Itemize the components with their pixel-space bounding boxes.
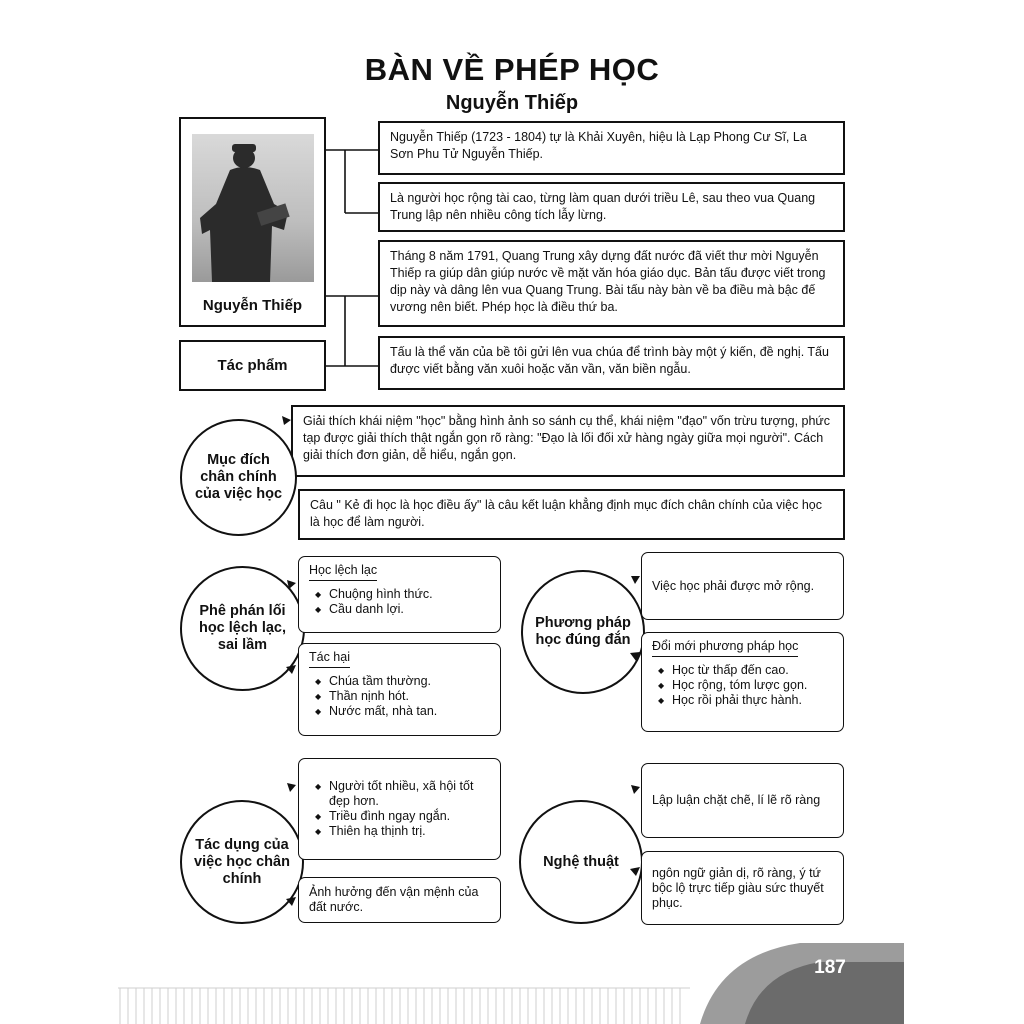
work-label: Tác phẩm — [217, 357, 288, 374]
list-item: ◆ Học rồi phải thực hành. — [672, 693, 833, 708]
method-reform-heading: Đổi mới phương pháp học — [652, 639, 798, 657]
method-expand-text: Việc học phải được mở rộng. — [652, 578, 815, 593]
list-item: ◆ Cầu danh lợi. — [329, 602, 490, 617]
author-info-box-4: Tấu là thể văn của bề tôi gửi lên vua chúa để trình bày một ý kiến, đề nghị. Tấu được viết bằng văn xuôi hoặc văn vần, văn biền ngẫu. — [378, 336, 845, 390]
purpose-box-1: Giải thích khái niệm "học" bằng hình ảnh so sánh cụ thể, khái niệm "đạo" vốn trừu tượng, phức tạp được giải thích thật ngắn gọn rõ ràng: "Đạo là lối đối xử hàng ngày giữa mọi người". Cách giải thích đơn giản, dễ hiểu, ngắn gọn. — [291, 405, 845, 477]
art-language-text: ngôn ngữ giản dị, rõ ràng, ý tứ bộc lộ trực tiếp giàu sức thuyết phục. — [652, 865, 824, 910]
author-name: Nguyễn Thiếp — [202, 297, 303, 314]
effect-label: Tác dụng của việc học chân chính — [194, 836, 290, 887]
art-label: Nghệ thuật — [543, 853, 619, 870]
author-info-box-2: Là người học rộng tài cao, từng làm quan dưới triều Lê, sau theo vua Quang Trung lập nên nhiều công tích lẫy lừng. — [378, 182, 845, 232]
list-item: ◆ Thiên hạ thịnh trị. — [329, 824, 490, 839]
list-item: ◆ Triều đình ngay ngắn. — [329, 809, 490, 824]
author-info-box-1: Nguyễn Thiếp (1723 - 1804) tự là Khải Xuyên, hiệu là Lạp Phong Cư Sĩ, La Sơn Phu Tử Nguyễn Thiếp. — [378, 121, 845, 175]
author-subtitle: Nguyễn Thiếp — [445, 92, 579, 114]
list-item: ◆ Chuộng hình thức. — [329, 587, 490, 602]
harm-heading: Tác hại — [309, 650, 350, 668]
list-item: ◆ Chúa tầm thường. — [329, 674, 490, 689]
list-item: ◆ Người tốt nhiều, xã hội tốt đẹp hơn. — [329, 779, 490, 809]
purpose-box-2: Câu " Kẻ đi học là học điều ấy" là câu kết luận khẳng định mục đích chân chính của việc học là học để làm người. — [298, 489, 845, 540]
criticism-label: Phê phán lối học lệch lạc, sai lầm — [198, 603, 287, 653]
purpose-label: Mục đích chân chính của việc học — [194, 452, 283, 502]
list-item: ◆ Học từ thấp đến cao. — [672, 663, 833, 678]
author-info-box-3: Tháng 8 năm 1791, Quang Trung xây dựng đất nước đã viết thư mời Nguyễn Thiếp ra giúp dân giúp nước về mặt văn hóa giáo dục. Bản tấu được viết trong dịp này và dâng lên vua Quang Trung. Bài tấu này bàn về ba điều mà bậc đế vương nên biết. Phép học là điều thứ ba. — [378, 240, 845, 327]
list-item: ◆ Nước mất, nhà tan. — [329, 704, 490, 719]
page-number: 187 — [814, 957, 846, 978]
list-item: ◆ Học rộng, tóm lược gọn. — [672, 678, 833, 693]
page-title: BÀN VỀ PHÉP HỌC — [364, 52, 660, 87]
list-item: ◆ Thần nịnh hót. — [329, 689, 490, 704]
art-argument-text: Lập luận chặt chẽ, lí lẽ rõ ràng — [652, 793, 821, 807]
method-label: Phương pháp học đúng đắn — [535, 615, 631, 648]
effect-influence-text: Ảnh hưởng đến vận mệnh của đất nước. — [309, 885, 479, 914]
wrong-learning-heading: Học lệch lạc — [309, 563, 377, 581]
